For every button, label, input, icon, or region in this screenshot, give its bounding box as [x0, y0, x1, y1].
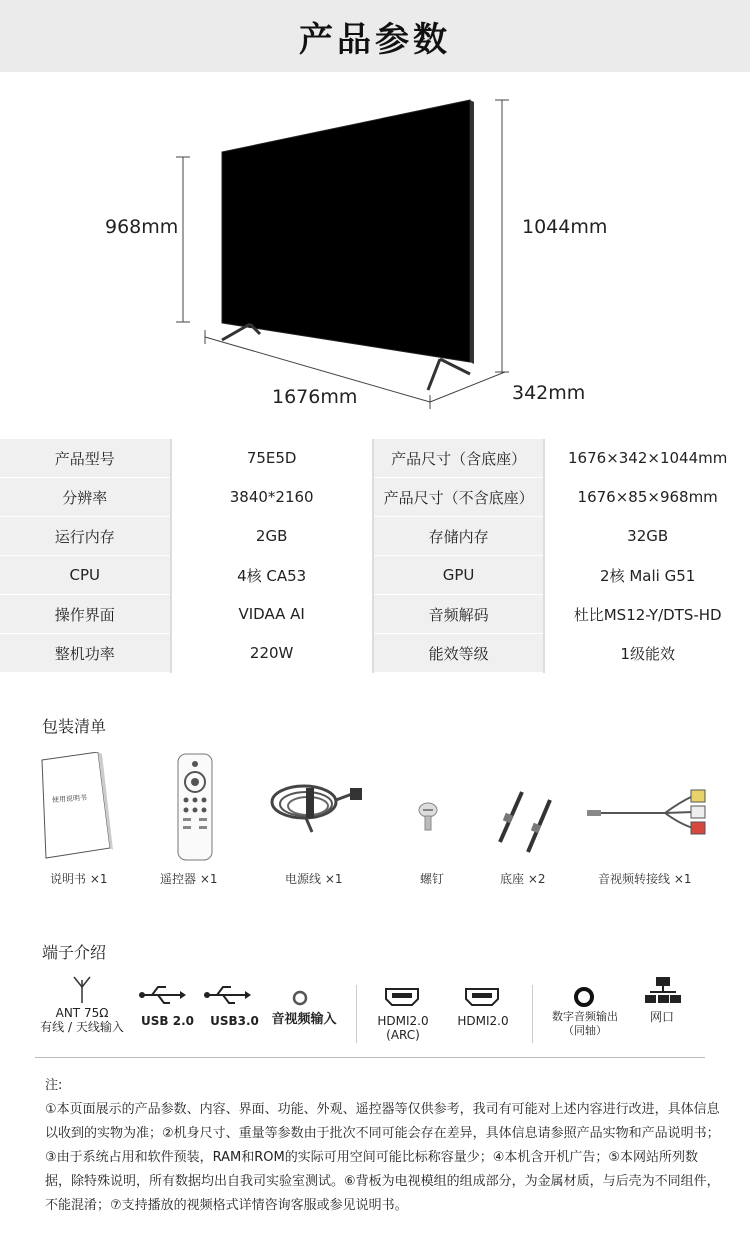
- spec-row: [0, 478, 750, 517]
- spec-label: GPU: [373, 556, 545, 595]
- page-header: [0, 0, 750, 72]
- spec-value: 4核 CA53: [171, 556, 373, 595]
- spec-value: 220W: [171, 634, 373, 673]
- ports-title: 端子介绍: [42, 943, 107, 962]
- spec-row: [0, 439, 750, 478]
- port-hdmi-label: HDMI2.0: [457, 1014, 509, 1028]
- av-jack-icon: [294, 992, 306, 1004]
- port-usb3-label: USB3.0: [210, 1014, 259, 1028]
- spec-value: 1级能效: [544, 634, 750, 673]
- spec-value: 2核 Mali G51: [544, 556, 750, 595]
- manual-icon: [38, 752, 148, 862]
- notes-text: ①本页面展示的产品参数、内容、界面、功能、外观、遥控器等仅供参考，我司有可能对上述内容进行改进，具体信息以收到的实物为准；②机身尺寸、重量等参数由于批次不同可能会存在差异，具体信息请参照产品实物和产品说明书；③由于系统占用和软件预装，RAM和ROM的实际可用空间可能比标称容量少；④本机含开机广告；⑤本网站所列数据，除特殊说明，所有数据均出自我司实验室测试。⑥背板为电视模组的组成部分，为金属材质，与后壳为不同组件，不能混淆；⑦支持播放的视频格式详情咨询客服或参见说明书。: [45, 1102, 720, 1213]
- spec-label: 存储内存: [373, 517, 545, 556]
- spec-table: [0, 439, 750, 673]
- package-label-manual: 说明书 ×1: [50, 872, 108, 886]
- usb-icon-2: [204, 987, 251, 1003]
- spec-value: 1676×342×1044mm: [544, 439, 750, 478]
- network-icon: [645, 977, 681, 1003]
- tv-dimension-diagram: [0, 72, 750, 432]
- spec-value: 杜比MS12-Y/DTS-HD: [544, 595, 750, 634]
- port-av-input-label: 音视频输入: [271, 1012, 337, 1027]
- spec-row: [0, 517, 750, 556]
- dim-depth: 342mm: [512, 382, 586, 404]
- dim-total-height: 1044mm: [522, 216, 608, 238]
- spec-label: 操作界面: [0, 595, 171, 634]
- port-hdmi-arc-label: HDMI2.0 (ARC): [377, 1014, 429, 1042]
- tv-screen: [222, 100, 470, 362]
- dim-screen-height: 968mm: [105, 216, 179, 238]
- package-label-av-cable: 音视频转接线 ×1: [598, 872, 692, 886]
- spec-row: [0, 595, 750, 634]
- spec-label: 能效等级: [373, 634, 545, 673]
- manual-cover-text: 使用说明书: [51, 793, 88, 805]
- package-label-remote: 遥控器 ×1: [160, 872, 218, 886]
- spec-label: 产品尺寸（不含底座）: [373, 478, 545, 517]
- antenna-icon: [74, 977, 90, 1003]
- page-title: 产品参数: [299, 19, 451, 60]
- spec-label: 音频解码: [373, 595, 545, 634]
- package-label-stand: 底座 ×2: [500, 872, 546, 886]
- spec-value: 32GB: [544, 517, 750, 556]
- spec-label: 分辨率: [0, 478, 171, 517]
- spec-label: 运行内存: [0, 517, 171, 556]
- dim-width: 1676mm: [272, 386, 358, 408]
- spec-label: 整机功率: [0, 634, 171, 673]
- spec-value: 3840*2160: [171, 478, 373, 517]
- port-usb2-label: USB 2.0: [141, 1014, 194, 1028]
- spec-value: 75E5D: [171, 439, 373, 478]
- stand-feet-icon: [490, 752, 560, 862]
- av-cable-icon: [585, 752, 715, 862]
- package-title: 包装清单: [42, 717, 107, 736]
- divider-line: [35, 1057, 705, 1058]
- screw-icon: [408, 752, 448, 862]
- spec-value: VIDAA AI: [171, 595, 373, 634]
- port-coaxial-label: 数字音频输出 （同轴）: [552, 1010, 618, 1037]
- package-label-power-cord: 电源线 ×1: [285, 872, 343, 886]
- port-divider: [532, 985, 533, 1043]
- port-network-label: 网口: [649, 1010, 674, 1024]
- hdmi-icon-2: [466, 989, 498, 1005]
- remote-icon: [160, 752, 270, 862]
- spec-row: [0, 556, 750, 595]
- port-antenna-label: ANT 75Ω 有线 / 天线输入: [40, 1006, 124, 1034]
- spec-label: 产品型号: [0, 439, 171, 478]
- usb-icon: [139, 987, 186, 1003]
- spec-value: 2GB: [171, 517, 373, 556]
- spec-value: 1676×85×968mm: [544, 478, 750, 517]
- power-cord-icon: [266, 752, 370, 862]
- package-label-screw: 螺钉: [420, 872, 445, 886]
- spec-label: CPU: [0, 556, 171, 595]
- tv-illustration: [0, 72, 750, 432]
- hdmi-icon: [386, 989, 418, 1005]
- spec-row: [0, 634, 750, 673]
- spec-label: 产品尺寸（含底座）: [373, 439, 545, 478]
- coaxial-icon: [576, 989, 592, 1005]
- notes-heading: 注:: [45, 1078, 63, 1093]
- notes-section: [45, 1074, 720, 1218]
- port-divider: [356, 985, 357, 1043]
